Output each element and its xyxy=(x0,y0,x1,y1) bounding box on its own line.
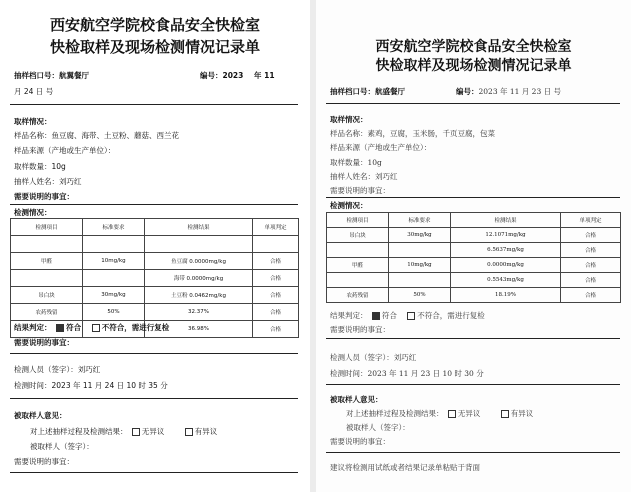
sheet-title-line2: 快检取样及现场检测情况记录单 xyxy=(49,38,260,56)
table-cell xyxy=(389,243,451,258)
sheet-title-line1: 西安航空学院校食品安全快检室 xyxy=(375,39,572,55)
objection-label: 有异议 xyxy=(194,427,218,436)
note-field: 需要说明的事宜： xyxy=(14,457,74,466)
table-cell: 合格 xyxy=(561,258,621,273)
number-value: 2023 年 11 月 23 日 号 xyxy=(478,87,561,96)
table-row xyxy=(327,228,621,243)
sample-name: 样品名称：鱼豆腐、海带、土豆粉、蘑菇、西兰花 xyxy=(14,131,179,140)
fail-checkbox[interactable] xyxy=(92,324,100,332)
table-cell: 10mg/kg xyxy=(83,253,145,270)
pass-checkbox[interactable] xyxy=(372,312,380,320)
table-cell xyxy=(145,236,253,253)
divider-line xyxy=(10,353,298,354)
test-time: 检测时间：2023 年 11 月 23 日 10 时 30 分 xyxy=(330,369,484,378)
sampler-name: 抽样人姓名：刘巧红 xyxy=(14,177,82,186)
table-cell xyxy=(327,243,389,258)
table-cell: 农药残留 xyxy=(327,288,389,303)
table-cell: 50% xyxy=(389,288,451,303)
location-field xyxy=(14,70,89,81)
opinion-text: 对上述抽样过程及检测结果： xyxy=(346,409,444,418)
left-record-sheet xyxy=(0,0,310,492)
note-field: 需要说明的事宜： xyxy=(330,325,390,334)
table-cell: 合格 xyxy=(561,288,621,303)
table-cell: 0.5543mg/kg xyxy=(451,273,561,288)
table-cell: 6.5637mg/kg xyxy=(451,243,561,258)
table-cell: 吊白块 xyxy=(11,287,83,304)
table-cell: 农药残留 xyxy=(11,304,83,321)
sample-name: 样品名称：素鸡，豆腐，玉米肠，千页豆腐，包菜 xyxy=(330,129,495,138)
header-cell: 检测结果 xyxy=(145,219,253,236)
header-cell: 检测结果 xyxy=(451,213,561,228)
table-row xyxy=(327,243,621,258)
table-cell: 土豆粉 0.0462mg/kg xyxy=(145,287,253,304)
table-cell: 合格 xyxy=(253,270,299,287)
table-cell: 50% xyxy=(83,304,145,321)
table-cell: 合格 xyxy=(253,321,299,338)
number-line2: 月 24 日 号 xyxy=(14,87,54,96)
table-cell xyxy=(253,236,299,253)
objection-checkbox[interactable] xyxy=(185,428,193,436)
inspector-signature: 检测人员（签字）：刘巧红 xyxy=(330,353,417,362)
header-cell: 检测项目 xyxy=(327,213,389,228)
note-field: 需要说明的事宜： xyxy=(330,437,390,446)
header-cell: 检测项目 xyxy=(11,219,83,236)
location-field xyxy=(330,86,405,97)
test-heading: 检测情况： xyxy=(14,208,52,217)
table-cell: 鱼豆腐 0.0000mg/kg xyxy=(145,253,253,270)
location-value: 航盛餐厅 xyxy=(375,87,405,96)
table-cell: 合格 xyxy=(253,253,299,270)
sample-source: 样品来源（产地或生产单位）： xyxy=(330,143,432,152)
header-cell: 标准要求 xyxy=(389,213,451,228)
opinion-text: 对上述抽样过程及检测结果： xyxy=(30,427,128,436)
table-cell: 合格 xyxy=(253,287,299,304)
table-cell: 12.1071mg/kg xyxy=(451,228,561,243)
pass-label: 符合 xyxy=(66,323,82,332)
divider-line xyxy=(10,398,298,399)
number-label: 编号： xyxy=(456,87,479,96)
no-objection-label: 无异议 xyxy=(457,409,481,418)
table-cell: 合格 xyxy=(561,228,621,243)
table-row xyxy=(327,273,621,288)
sheet-title-line2: 快检取样及现场检测情况记录单 xyxy=(375,58,572,74)
objection-checkbox[interactable] xyxy=(501,410,509,418)
table-cell: 36.98% xyxy=(145,321,253,338)
divider-line xyxy=(326,384,620,385)
table-cell xyxy=(83,236,145,253)
fail-checkbox[interactable] xyxy=(407,312,415,320)
table-cell: 32.37% xyxy=(145,304,253,321)
fail-label: 不符合，需进行复检 xyxy=(101,323,170,332)
table-cell xyxy=(11,270,83,287)
divider-line xyxy=(10,104,298,105)
sample-quantity: 取样数量：10g xyxy=(330,158,382,167)
table-header-row xyxy=(327,213,621,228)
fail-label: 不符合，需进行复检 xyxy=(417,311,485,320)
divider-line xyxy=(326,197,620,198)
result-label: 结果判定： xyxy=(330,311,368,320)
test-heading: 检测情况： xyxy=(330,201,368,210)
number-field xyxy=(200,70,275,81)
table-cell: 甲醛 xyxy=(11,253,83,270)
sampled-signer: 被取样人（签字）： xyxy=(346,423,410,432)
number-field xyxy=(456,86,561,97)
divider-line xyxy=(10,472,298,473)
table-cell: 0.0000mg/kg xyxy=(451,258,561,273)
result-label: 结果判定： xyxy=(14,323,52,332)
table-cell: 合格 xyxy=(561,273,621,288)
table-cell: 30mg/kg xyxy=(83,287,145,304)
table-cell xyxy=(83,270,145,287)
table-row xyxy=(11,304,299,321)
sampled-opinion-heading: 被取样人意见： xyxy=(330,395,383,404)
pass-checkbox[interactable] xyxy=(56,324,64,332)
location-label: 抽样档口号： xyxy=(330,87,375,96)
right-record-sheet xyxy=(316,0,631,492)
result-judgement xyxy=(14,322,169,333)
test-results-table xyxy=(10,218,299,338)
no-objection-checkbox[interactable] xyxy=(132,428,140,436)
pass-label: 符合 xyxy=(381,311,397,320)
divider-line xyxy=(326,103,620,104)
location-value: 航翼餐厅 xyxy=(59,71,89,80)
table-row xyxy=(11,287,299,304)
objection-label: 有异议 xyxy=(510,409,534,418)
header-cell: 单项判定 xyxy=(561,213,621,228)
table-row xyxy=(11,236,299,253)
divider-line xyxy=(326,452,620,453)
location-label: 抽样档口号： xyxy=(14,71,59,80)
sheet-title-line1: 西安航空学院校食品安全快检室 xyxy=(49,16,260,34)
sampler-name: 抽样人姓名：刘巧红 xyxy=(330,172,398,181)
table-row xyxy=(327,288,621,303)
note-field: 需要说明的事宜： xyxy=(330,186,390,195)
inspector-signature: 检测人员（签字）：刘巧红 xyxy=(14,365,101,374)
test-time: 检测时间：2023 年 11 月 24 日 10 时 35 分 xyxy=(14,381,168,390)
sample-quantity: 取样数量：10g xyxy=(14,162,66,171)
table-row xyxy=(11,270,299,287)
table-cell: 30mg/kg xyxy=(389,228,451,243)
sampling-heading: 取样情况： xyxy=(330,115,368,124)
table-cell xyxy=(327,273,389,288)
sampling-heading: 取样情况： xyxy=(14,117,52,126)
table-cell: 10mg/kg xyxy=(389,258,451,273)
no-objection-label: 无异议 xyxy=(141,427,165,436)
table-cell: 合格 xyxy=(253,304,299,321)
no-objection-checkbox[interactable] xyxy=(448,410,456,418)
opinion-row xyxy=(346,408,533,419)
table-cell: 18.19% xyxy=(451,288,561,303)
sampled-opinion-heading: 被取样人意见： xyxy=(14,411,67,420)
note-field: 需要说明的事宜： xyxy=(14,192,74,201)
table-row xyxy=(11,253,299,270)
table-cell: 甲醛 xyxy=(327,258,389,273)
sampled-signer: 被取样人（签字）： xyxy=(30,442,94,451)
table-cell: 合格 xyxy=(561,243,621,258)
table-cell xyxy=(11,236,83,253)
table-row xyxy=(327,258,621,273)
divider-line xyxy=(10,204,298,205)
number-month: 年 11 xyxy=(254,71,275,80)
table-cell: 海带 0.0000mg/kg xyxy=(145,270,253,287)
sample-source: 样品来源（产地或生产单位）： xyxy=(14,146,116,155)
table-header-row xyxy=(11,219,299,236)
result-judgement xyxy=(330,310,485,321)
table-cell xyxy=(389,273,451,288)
test-results-table xyxy=(326,212,621,303)
divider-line xyxy=(326,338,620,339)
header-cell: 单项判定 xyxy=(253,219,299,236)
note-field: 需要说明的事宜： xyxy=(14,338,74,347)
footer-note: 建议将检测用试纸或者结果记录单粘贴于背面 xyxy=(330,463,480,472)
table-cell: 吊白块 xyxy=(327,228,389,243)
number-label: 编号：2023 xyxy=(200,71,244,80)
header-cell: 标准要求 xyxy=(83,219,145,236)
opinion-row xyxy=(30,426,217,437)
